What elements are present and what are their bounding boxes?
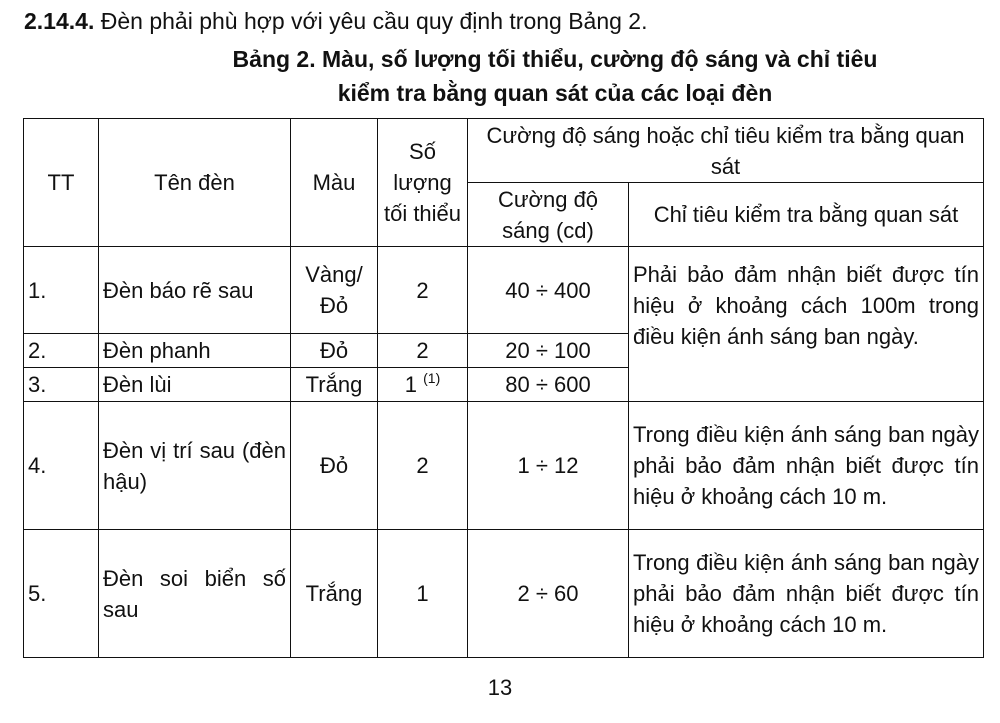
cell-name: Đèn phanh (99, 334, 291, 368)
cell-color: Đỏ (291, 402, 378, 530)
cell-tt: 3. (24, 368, 99, 402)
cell-name: Đèn báo rẽ sau (99, 247, 291, 334)
lamp-requirements-table (23, 118, 984, 658)
cell-name: Đèn vị trí sau (đèn hậu) (99, 402, 291, 530)
count-value: 1 (404, 372, 417, 397)
table-row (24, 530, 984, 658)
footnote-marker: (1) (423, 370, 441, 386)
table-row (24, 402, 984, 530)
cell-name: Đèn soi biển số sau (99, 530, 291, 658)
page-number: 13 (487, 675, 513, 700)
cell-intensity: 40 ÷ 400 (468, 247, 629, 334)
cell-count: 2 (378, 334, 468, 368)
intro-text: Đèn phải phù hợp với yêu cầu quy định trong Bảng 2. (94, 8, 648, 34)
header-name: Tên đèn (99, 119, 291, 247)
cell-color: Vàng/ Đỏ (291, 247, 378, 334)
cell-visual: Trong điều kiện ánh sáng ban ngày phải bảo đảm nhận biết được tín hiệu ở khoảng cách 10 m. (629, 530, 984, 658)
table-caption-line-1: Bảng 2. Màu, số lượng tối thiểu, cường độ sáng và chỉ tiêu (232, 46, 878, 72)
cell-color: Đỏ (291, 334, 378, 368)
cell-color: Trắng (291, 530, 378, 658)
header-min-count: Số lượng tối thiểu (378, 119, 468, 247)
cell-tt: 5. (24, 530, 99, 658)
header-color: Màu (291, 119, 378, 247)
cell-tt: 2. (24, 334, 99, 368)
cell-count: 2 (378, 402, 468, 530)
cell-tt: 1. (24, 247, 99, 334)
cell-intensity: 20 ÷ 100 (468, 334, 629, 368)
table-row (24, 247, 984, 334)
cell-intensity: 2 ÷ 60 (468, 530, 629, 658)
table-caption-line-2: kiểm tra bằng quan sát của các loại đèn (337, 80, 773, 106)
cell-intensity: 1 ÷ 12 (468, 402, 629, 530)
header-tt: TT (24, 119, 99, 247)
cell-visual: Trong điều kiện ánh sáng ban ngày phải bảo đảm nhận biết được tín hiệu ở khoảng cách 10 m. (629, 402, 984, 530)
header-visual: Chỉ tiêu kiểm tra bằng quan sát (629, 183, 984, 247)
cell-intensity: 80 ÷ 600 (468, 368, 629, 402)
header-row-1 (24, 119, 984, 183)
cell-color: Trắng (291, 368, 378, 402)
cell-visual-merged: Phải bảo đảm nhận biết được tín hiệu ở khoảng cách 100m trong điều kiện ánh sáng ban ngày. (629, 247, 984, 402)
header-intensity: Cường độ sáng (cd) (468, 183, 629, 247)
cell-count (378, 368, 468, 402)
intro-paragraph (24, 6, 648, 36)
header-group: Cường độ sáng hoặc chỉ tiêu kiểm tra bằng quan sát (468, 119, 984, 183)
cell-name: Đèn lùi (99, 368, 291, 402)
cell-count: 2 (378, 247, 468, 334)
cell-count: 1 (378, 530, 468, 658)
cell-tt: 4. (24, 402, 99, 530)
section-number: 2.14.4. (24, 8, 95, 34)
